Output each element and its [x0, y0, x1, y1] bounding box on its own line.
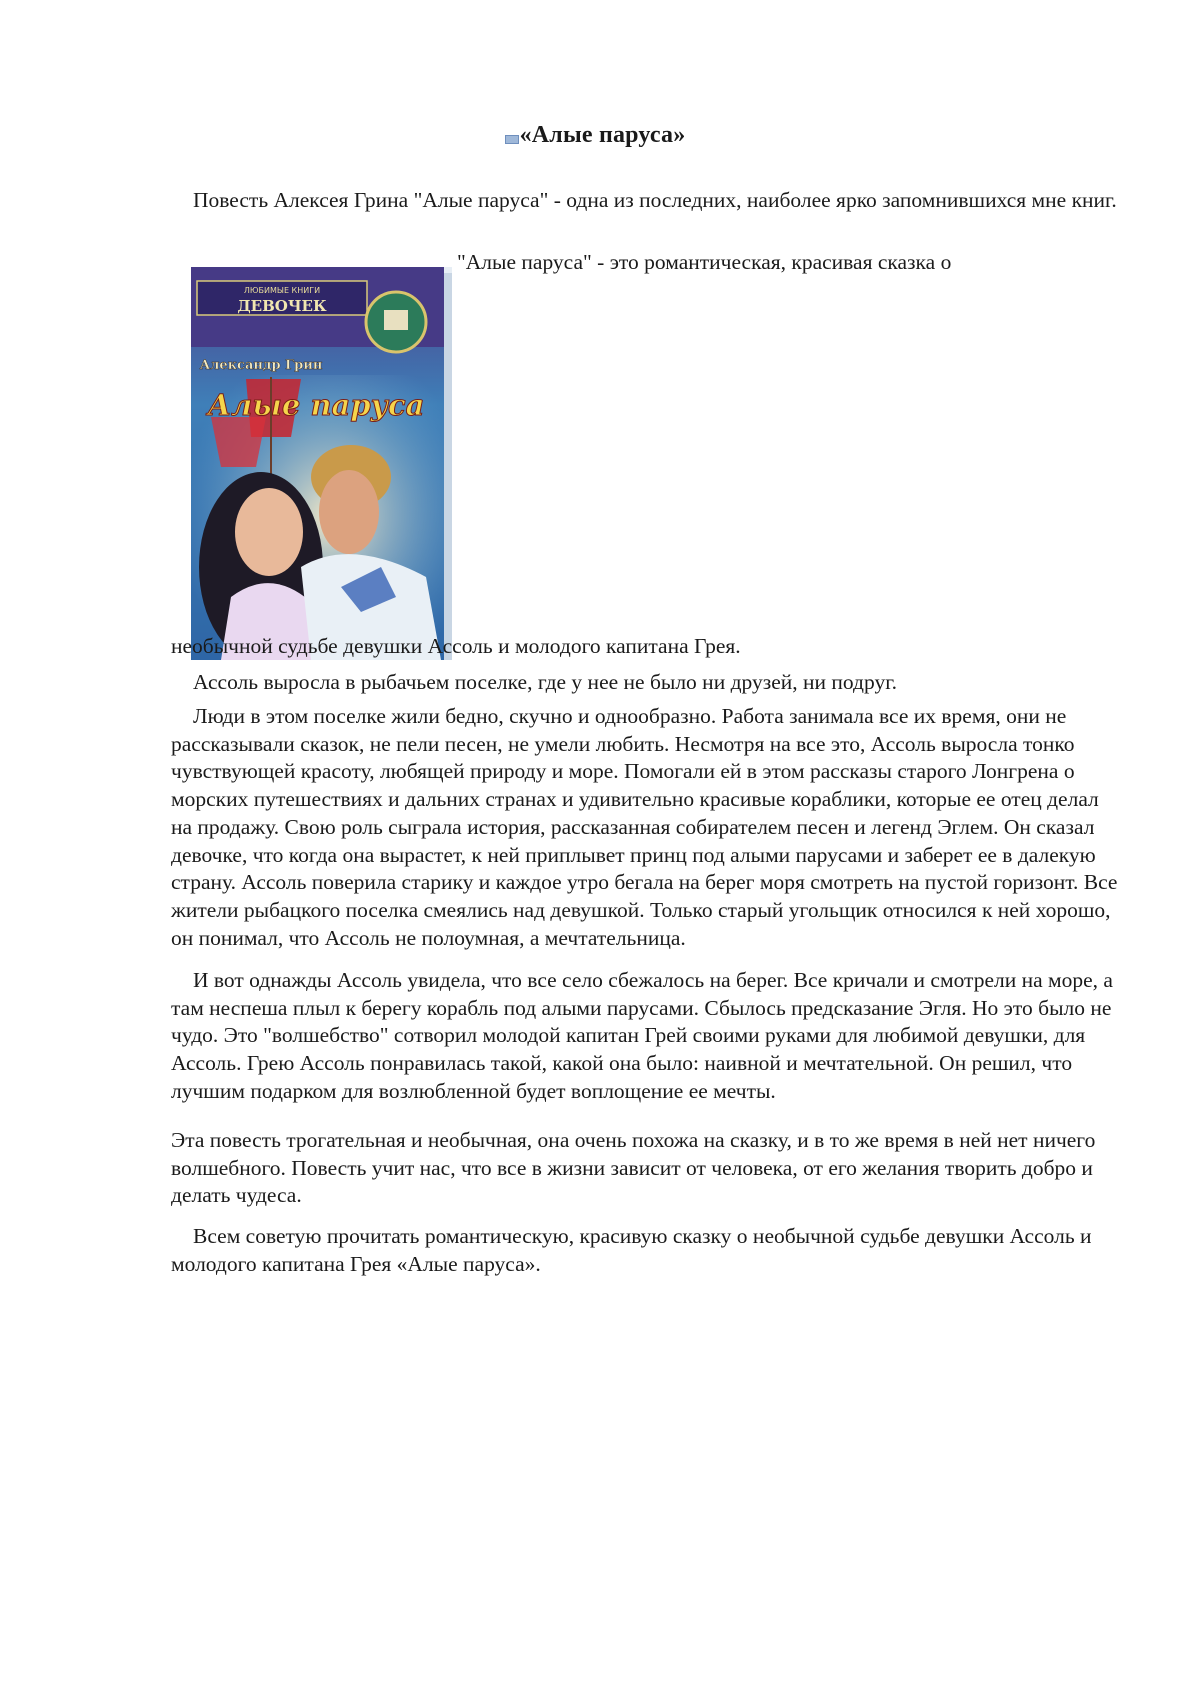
- paragraph-description-start: "Алые паруса" - это романтическая, красивая сказка о: [457, 250, 952, 274]
- paragraph-description-end: необычной судьбе девушки Ассоль и молодого капитана Грея.: [171, 634, 741, 658]
- paragraph-conclusion: Эта повесть трогательная и необычная, она очень похожа на сказку, и в то же время в ней нет ничего волшебного. Повесть учит нас, что все в жизни зависит от человека, от его желания творить добро и делать чудеса.: [171, 1128, 1096, 1208]
- cover-series-label: ЛЮБИМЫЕ КНИГИ: [243, 286, 321, 295]
- anchor-icon: [505, 135, 519, 144]
- cover-author: Александр Грин: [199, 358, 323, 373]
- book-cover-image: [191, 267, 452, 660]
- paragraph-assol-village: Ассоль выросла в рыбачьем поселке, где у нее не было ни друзей, ни подруг.: [193, 670, 897, 694]
- paragraph-intro: Повесть Алексея Грина "Алые паруса" - одна из последних, наиболее ярко запомнившихся мне книг.: [193, 188, 1117, 212]
- cover-series-main: ДЕВОЧЕК: [237, 297, 327, 315]
- paragraph-recommendation: Всем советую прочитать романтическую, красивую сказку о необычной судьбе девушки Ассоль и молодого капитана Грея «Алые паруса».: [171, 1224, 1092, 1276]
- page-title: «Алые паруса»: [519, 122, 686, 148]
- cover-title: Алые паруса: [207, 388, 425, 422]
- paragraph-village-life: Люди в этом поселке жили бедно, скучно и однообразно. Работа занимала все их время, они не рассказывали сказок, не пели песен, не умели любить. Несмотря на все это, Ассоль выросла тонко чувствующей красоту, любящей природу и море. Помогали ей в этом рассказы старого Лонгрена о морских путешествиях и дальних странах и удивительно красивые кораблики, которые ее отец делал на продажу. Свою роль сыграла история, рассказанная собирателем песен и легенд Эглем. Он сказал девочке, что когда она вырастет, к ней приплывет принц под алыми парусами и заберет ее в далекую страну. Ассоль поверила старику и каждое утро бегала на берег моря смотреть на пустой горизонт. Все жители рыбацкого поселка смеялись над девушкой. Только старый угольщик относился к ней хорошо, он понимал, что Ассоль не полоумная, а мечтательница.: [171, 704, 1118, 950]
- paragraph-scarlet-sails: И вот однажды Ассоль увидела, что все село сбежалось на берег. Все кричали и смотрели на море, а там неспеша плыл к берегу корабль под алыми парусами. Сбылось предсказание Эгля. Но это было не чудо. Это "волшебство" сотворил молодой капитан Грей своими руками для любимой девушки, для Ассоль. Грею Ассоль понравилась такой, какой она было: наивной и мечтательной. Он решил, что лучшим подарком для возлюбленной будет воплощение ее мечты.: [171, 968, 1113, 1103]
- title-block: [0, 122, 1190, 149]
